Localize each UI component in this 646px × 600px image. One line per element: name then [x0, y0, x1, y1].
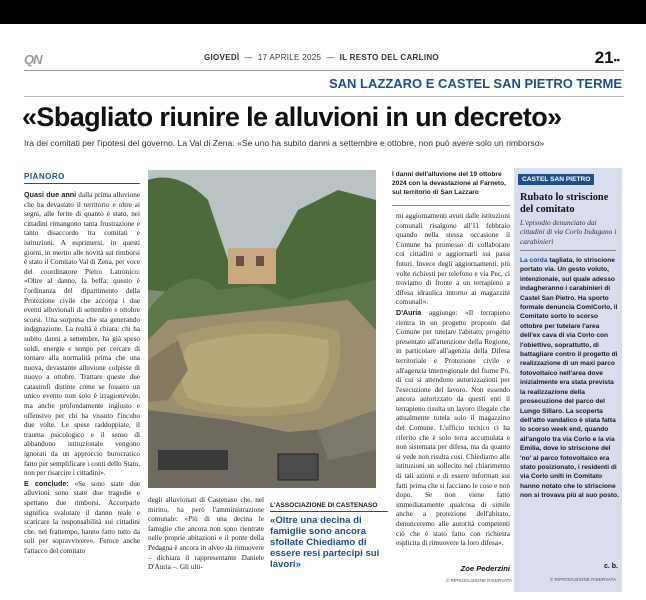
caption-rule — [392, 205, 510, 206]
sidebar-copyright: © RIPRODUZIONE RISERVATA — [550, 577, 617, 582]
article-para-1: dalla prima alluvione che ha devastato il territorio e oltre ai segni, alle ferite di quanto è stato, nei cittadini rimangono tanta frustrazione e tanto disaccordo tra comitati e istituzioni. A esprimersi, in questi giorni, in merito alle novità sui rimborsi è stato il Comitato Val di Zena, per voce del coordinatore Pietro Latronico: «Oltre al danno, la beffa: questo è l'ordinanza del dipartimento della Protezione civile che accorpa i due eventi alluvionali di settembre e ottobre scorsi. Una sorpresa che sta generando indignazione. La realtà è chiara: chi ha subito danni a settembre, ha già speso soldi, energie e tempo per cercare di tornare alla normalità prima che una nuova, devastante alluvione colpisse di nuovo a ottobre. Trattare queste due catastrofi distinte come se fossero un unico evento non solo è irragionevole, ma anche profondamente ingiusto e offensivo per chi ha vissuto l'incubo due volte. Le spese raddoppiate, il trauma psicologico e il senso di abbandono istituzionale vengono ignorati da un approccio burocratico fatto per semplificare i conti dello Stato, non per risarcire i cittadini». — [24, 191, 140, 478]
flood-photo — [148, 170, 376, 488]
article-para-2: «Se sono state due alluvioni sono state due tragedie e spettano due rimborsi. Accorparle significa svalutare il danno reale e scaricare la responsabilità sui cittadini che, nel frattempo, hanno fatto tutto da soli per sopravvivere». Feroce anche l'attacco del comitato — [24, 479, 140, 555]
sidebar-body-text: tagliata, lo striscione portato via. Un gesto voluto, intenzionale, sul quale adesso indagheranno i carabinieri di Castel San Pietro. Ha sporto formale denuncia ComiCorlo, il Comitato sorto lo scorso ottobre per tutelare l'area dell'ex cava di via Corlo con l'obiettivo, soprattutto, di battagliare contro il progetto di realizzazione di un maxi parco fotovoltaico nell'area dove inizialmente era stata prevista la realizzazione della prosecuzione del parco del Lungo Sillaro. La scoperta dell'atto vandalico è stata fatta lo scorso week end, quando all'angolo tra via Corlo e la via Emilia, dove lo striscione del 'no' al parco fotovoltaico era stato posizionato, i residenti di via Corlo uniti in Comitato hanno notato che lo striscione non si trovava più al suo posto. — [520, 257, 619, 500]
dateline: GIOVEDÌ — 17 APRILE 2025 — IL RESTO DEL CARLINO — [204, 53, 439, 62]
masthead — [24, 48, 624, 70]
sidebar-body — [520, 256, 620, 501]
headline: «Sbagliato riunire le alluvioni in un decreto» — [22, 102, 562, 132]
sidebar-dek: L'episodio denunciato dai cittadini di via Corlo Indagano i carabinieri — [520, 218, 617, 246]
article-col3-para-1: mi aggiornamenti avuti dalle istituzioni comunali risalgono all'11 febbraio quando nella stessa occasione il Comune ha promesso di collaborare coi cittadini e aggiornarli sui passi futuri. Invece degli aggiornamenti, più volte richiesti per telefono e via Pec, ci troviamo di fronte a un terrapieno a difesa idraulica intorno ai magazzini comunali». — [396, 212, 510, 307]
top-black-bar — [0, 0, 646, 24]
pull-quote — [270, 502, 388, 570]
sidebar-box — [514, 168, 622, 592]
article-column-3 — [396, 212, 510, 549]
flood-photo-illustration — [148, 170, 376, 488]
sidebar-signature: c. b. — [603, 563, 618, 570]
date: 17 APRILE 2025 — [257, 53, 322, 62]
section-rule — [24, 96, 624, 97]
quote-text: «Oltre una decina di famiglie sono ancora sfollate Chiediamo di essere resi partecipi sui lavori» — [270, 515, 380, 570]
photo-caption: I danni dell'alluvione del 19 ottobre 2024 con la devastazione al Farneto, sul territorio di San Lazzaro — [392, 171, 506, 196]
lead-bold: Quasi due anni — [24, 190, 77, 199]
kicker: PIANORO — [24, 172, 65, 181]
sidebar-rule — [520, 250, 616, 251]
subhead: Ira dei comitati per l'ipotesi del governo. La Val di Zena: «Se uno ha subito danni a settembre e ottobre, non può avere solo un rimborso» — [24, 138, 545, 148]
article-column-1 — [24, 190, 140, 557]
para2-bold: E conclude: — [24, 478, 69, 488]
quote-label: L'ASSOCIAZIONE DI CASTENASO — [270, 502, 388, 512]
qn-logo: QN — [24, 52, 42, 67]
kicker-rule — [24, 183, 140, 184]
page-number: 21▪▪ — [594, 48, 620, 67]
article-col3-para-2: aggiunge: «Il terrapieno rientra in un progetto proposto dal Comune per tutelare l'abitato, progetto presentato all'attenzione della Regione, in particolare all'agenzia della Difesa territoriale e Protezione civile e all'agenzia interregionale del fiume Po, di cui si attendono autorizzazioni per l'esecuzione del lavoro. Non essendo ancora autorizzato da questi enti il terrapieno risulta un lavoro illegale che attualmente tutela solo il magazzino del Comune. L'ufficio tecnico ci ha riferito che è solo terra accumulata e non sistemata per difesa, ma da quanto si vede non risulta così. Chiediamo alle istituzioni un sollecito nel chiarimento di tali azioni e di essere informati sui fatti prima che si facciano le cose e non dopo. Se non viene fatto immediatamente qualcosa di simile anche a protezione dell'abitato, denunceremo alle autorità competenti ciò che è stato fatto con richiesta esplicita di rimuovere la loro difesa». — [396, 308, 510, 548]
section-title: SAN LAZZARO E CASTEL SAN PIETRO TERME — [329, 76, 622, 91]
sidebar-tag: CASTEL SAN PIETRO — [518, 174, 594, 185]
author-byline: Zoe Pederzini — [460, 564, 510, 573]
paper-name: IL RESTO DEL CARLINO — [339, 53, 439, 62]
day: GIOVEDÌ — [204, 53, 240, 62]
col3-bold: D'Auria — [396, 307, 422, 317]
sidebar-body-lead: La corda — [520, 257, 548, 264]
masthead-rule — [24, 70, 624, 71]
sidebar-title: Rubato lo striscione del comitato — [520, 192, 609, 215]
article-column-2: degli alluvionati di Castenaso che, nel mirino, ha però l'amministrazione comunale: «Più di una decina le famiglie che ancora non sono rientrate nelle proprie abitazioni e il ponte della Pedagna è ancora in alveo da rimuovere – dichiara il rappresentante Daniele D'Auria –. Gli ulti- — [148, 496, 264, 572]
article-copyright: © RIPRODUZIONE RISERVATA — [446, 578, 513, 583]
